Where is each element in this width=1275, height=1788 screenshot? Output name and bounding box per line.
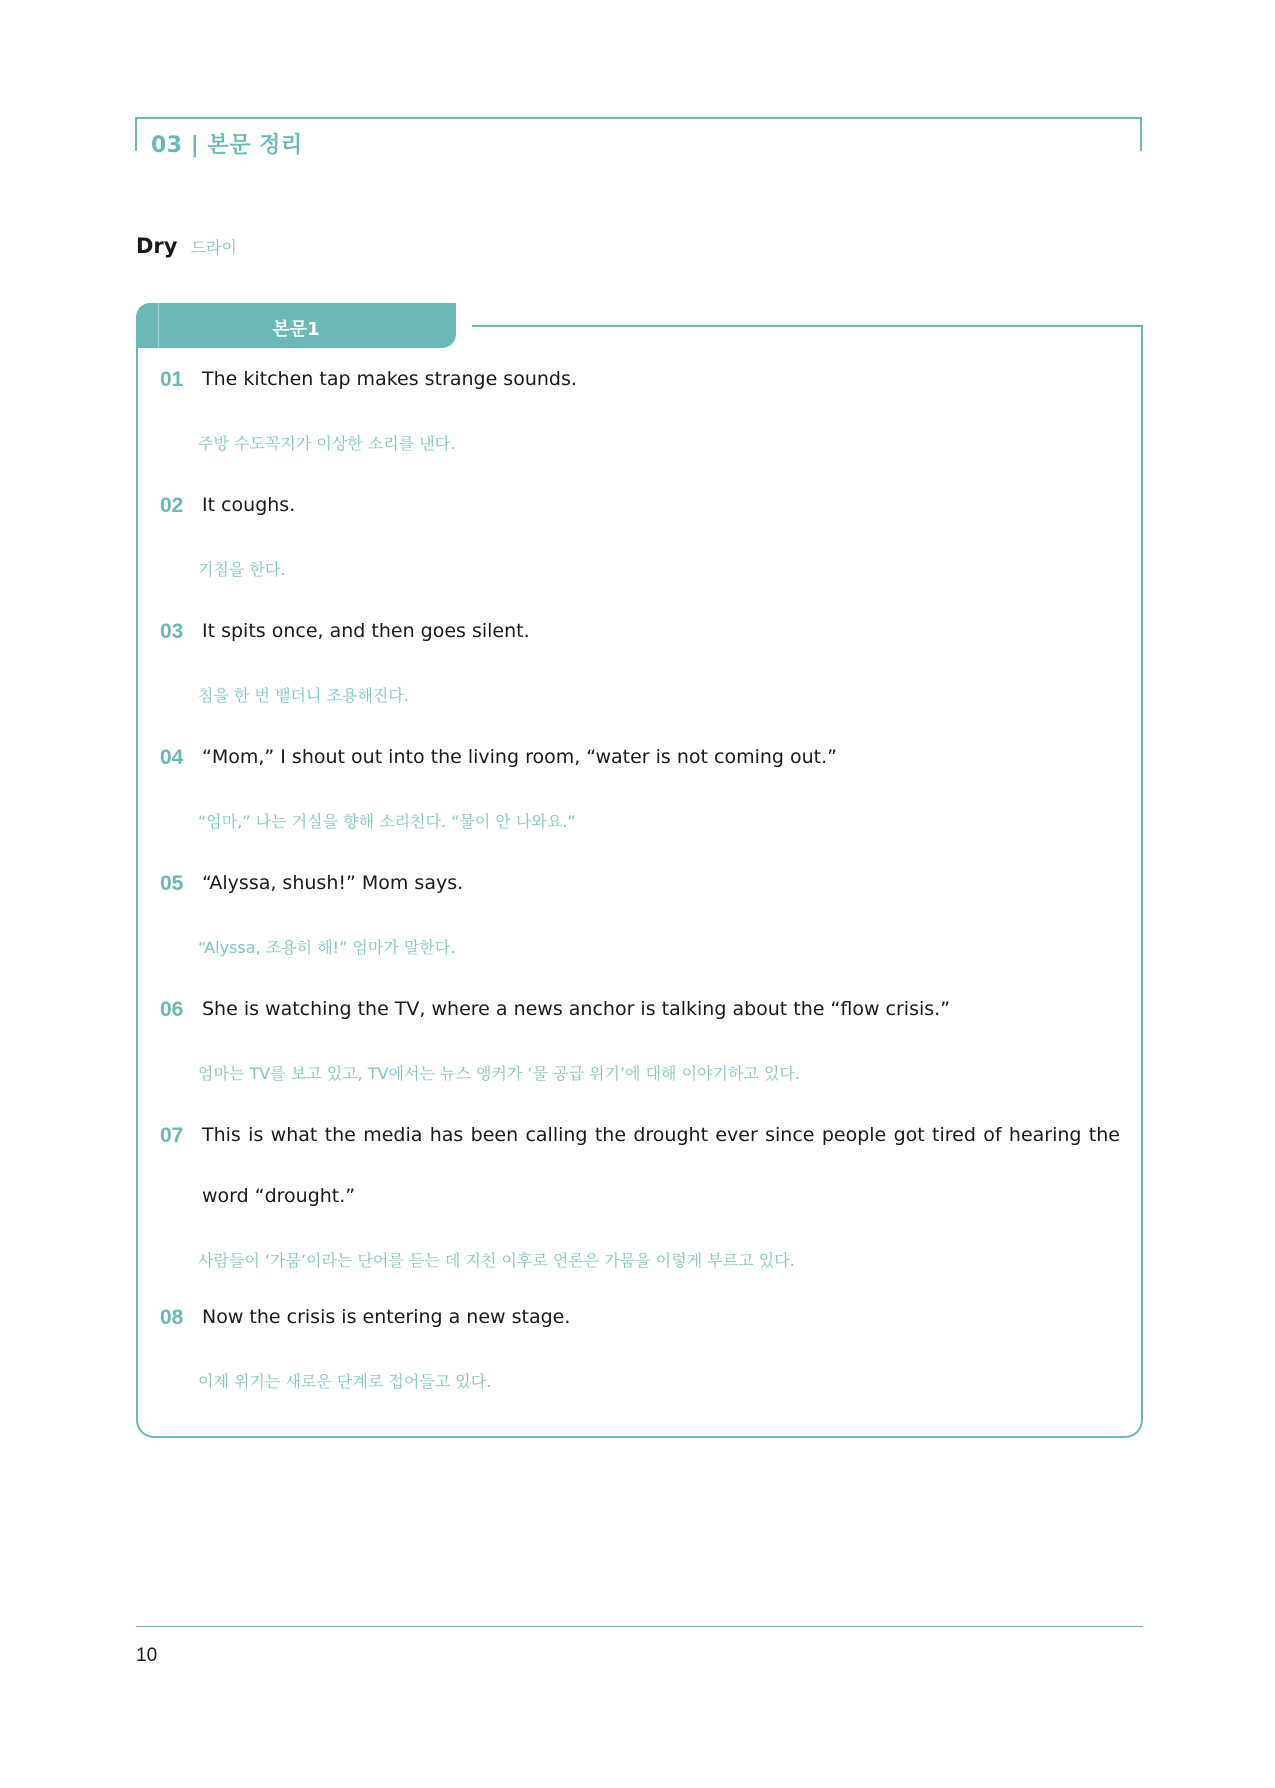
lesson-title [136, 234, 237, 258]
text-tab [136, 303, 456, 348]
sentence-number: 08 [160, 1306, 184, 1329]
sentence-korean: “Alyssa, 조용히 해!” 엄마가 말한다. [198, 938, 456, 957]
section-title-text: 본문 정리 [207, 133, 303, 158]
sentence-korean: 주방 수도꼭지가 이상한 소리를 낸다. [198, 434, 456, 453]
section-separator: | [190, 133, 200, 158]
sentence-number: 02 [160, 494, 184, 517]
sentence-number: 07 [160, 1124, 184, 1147]
sentence-number: 04 [160, 746, 184, 769]
sentence-english: It spits once, and then goes silent. [202, 620, 530, 642]
page-number: 10 [136, 1645, 158, 1666]
sentence-english: Now the crisis is entering a new stage. [202, 1306, 571, 1328]
lesson-title-ko: 드라이 [190, 238, 237, 257]
sentence-english: The kitchen tap makes strange sounds. [202, 368, 577, 390]
sentence-number: 01 [160, 368, 184, 391]
box-top-line [472, 325, 1143, 327]
sentence-english: “Mom,” I shout out into the living room, “water is not coming out.” [202, 746, 838, 768]
section-header [135, 117, 1142, 158]
sentence-number: 03 [160, 620, 184, 643]
sentence-english: “Alyssa, shush!” Mom says. [202, 872, 464, 894]
sentence-english: She is watching the TV, where a news anchor is talking about the “flow crisis.” [202, 998, 951, 1020]
sentence-number: 06 [160, 998, 184, 1021]
section-title [151, 128, 303, 159]
sentence-english: This is what the media has been calling the drought ever since people got tired of hearing the word “drought.” [202, 1124, 1120, 1207]
sentence-korean: 침을 한 번 뱉더니 조용해진다. [198, 686, 409, 705]
footer-divider [136, 1626, 1143, 1627]
sentence-korean: 기침을 한다. [198, 560, 286, 579]
sentence-korean: “엄마,” 나는 거실을 향해 소리친다. “물이 안 나와요.” [198, 812, 576, 831]
tab-label: 본문1 [272, 319, 320, 340]
sentence-korean: 엄마는 TV를 보고 있고, TV에서는 뉴스 앵커가 ‘물 공급 위기’에 대해 이야기하고 있다. [198, 1064, 800, 1083]
sentence-korean: 이제 위기는 새로운 단계로 접어들고 있다. [198, 1372, 492, 1391]
sentence-english: It coughs. [202, 494, 296, 516]
sentence-number: 05 [160, 872, 184, 895]
sentence-korean: 사람들이 ‘가뭄’이라는 단어를 듣는 데 지친 이후로 언론은 가뭄을 이렇게 부르고 있다. [198, 1251, 795, 1270]
section-number: 03 [151, 133, 183, 158]
lesson-title-en: Dry [136, 234, 178, 258]
